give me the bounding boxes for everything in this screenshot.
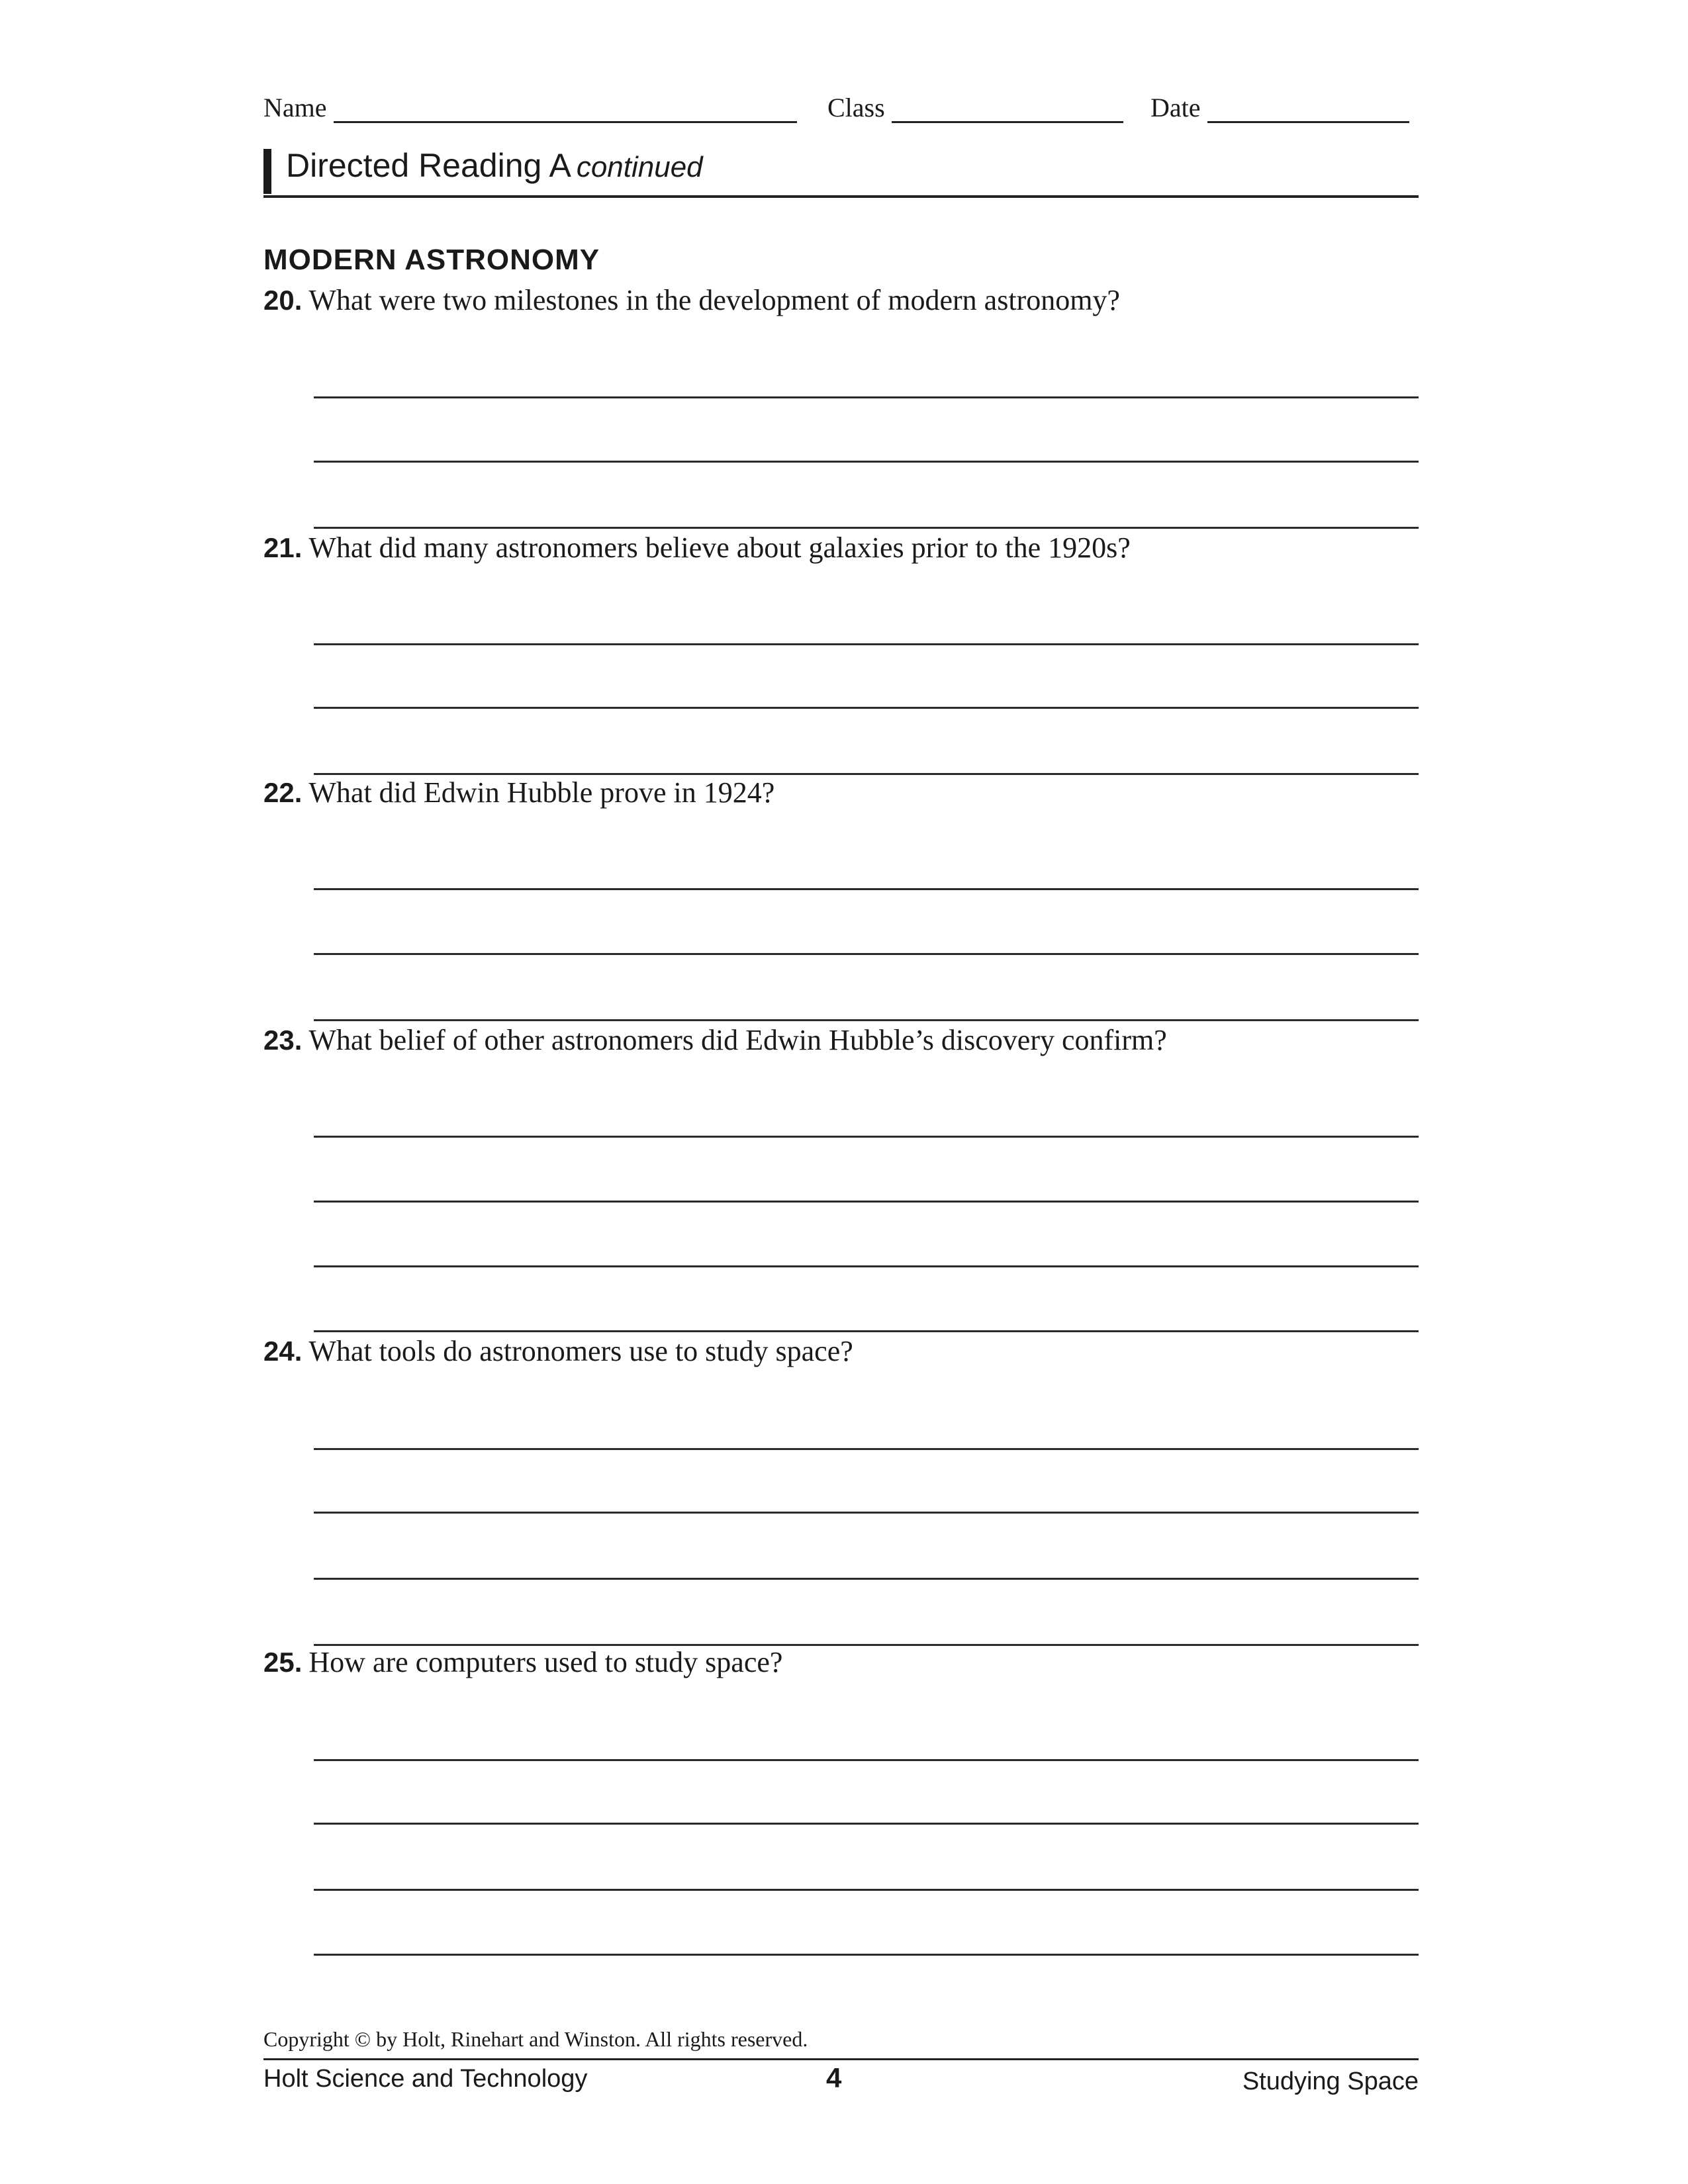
question-text: What tools do astronomers use to study space? — [308, 1335, 853, 1367]
directed-reading-banner — [263, 142, 1419, 198]
answer-line[interactable] — [314, 1136, 1419, 1138]
answer-line[interactable] — [314, 527, 1419, 529]
question-text: What belief of other astronomers did Edwin Hubble’s discovery confirm? — [308, 1024, 1167, 1056]
question-prompt — [263, 1022, 1419, 1059]
question-number: 21. — [263, 532, 303, 563]
answer-line[interactable] — [314, 1759, 1419, 1761]
answer-line[interactable] — [314, 1019, 1419, 1021]
answer-line[interactable] — [314, 461, 1419, 463]
answer-line[interactable] — [314, 707, 1419, 709]
class-label: Class — [827, 93, 885, 122]
question-prompt — [263, 529, 1419, 567]
answer-line[interactable] — [314, 953, 1419, 955]
copyright-notice: Copyright © by Holt, Rinehart and Winston. All rights reserved. — [263, 2027, 808, 2051]
question-25 — [263, 1644, 1419, 1962]
question-prompt — [263, 282, 1419, 319]
page-number: 4 — [826, 2062, 842, 2093]
question-20 — [263, 282, 1419, 533]
banner-title-text: Directed Reading A — [286, 147, 571, 184]
question-number: 25. — [263, 1647, 303, 1678]
question-number: 20. — [263, 285, 303, 316]
question-prompt — [263, 774, 1419, 811]
answer-line[interactable] — [314, 888, 1419, 890]
chapter-title: Studying Space — [1242, 2068, 1419, 2095]
question-text: How are computers used to study space? — [308, 1646, 783, 1678]
class-blank[interactable] — [892, 89, 1123, 123]
question-number: 23. — [263, 1024, 303, 1056]
header-fields — [263, 89, 1419, 136]
name-blank[interactable] — [334, 89, 797, 123]
class-field — [827, 89, 1123, 123]
answer-line[interactable] — [314, 1954, 1419, 1956]
date-label: Date — [1150, 93, 1201, 122]
question-text: What did Edwin Hubble prove in 1924? — [308, 776, 775, 809]
answer-line[interactable] — [314, 396, 1419, 398]
answer-line[interactable] — [314, 1201, 1419, 1203]
question-number: 24. — [263, 1336, 303, 1367]
answer-line[interactable] — [314, 1578, 1419, 1580]
question-24 — [263, 1333, 1419, 1651]
answer-line[interactable] — [314, 1448, 1419, 1450]
answer-line[interactable] — [314, 1823, 1419, 1825]
answer-line[interactable] — [314, 1330, 1419, 1332]
date-field — [1150, 89, 1409, 123]
question-21 — [263, 529, 1419, 781]
question-number: 22. — [263, 777, 303, 808]
section-heading: MODERN ASTRONOMY — [263, 244, 600, 276]
name-field — [263, 89, 797, 123]
answer-line[interactable] — [314, 1889, 1419, 1891]
answer-line[interactable] — [314, 643, 1419, 645]
banner-bar — [263, 149, 271, 194]
question-prompt — [263, 1333, 1419, 1370]
answer-line[interactable] — [314, 1512, 1419, 1514]
date-blank[interactable] — [1207, 89, 1409, 123]
banner-continued: continued — [576, 151, 703, 183]
question-text: What were two milestones in the development of modern astronomy? — [308, 284, 1120, 316]
question-text: What did many astronomers believe about galaxies prior to the 1920s? — [308, 531, 1131, 564]
question-23 — [263, 1022, 1419, 1340]
question-22 — [263, 774, 1419, 1026]
name-label: Name — [263, 93, 327, 122]
publisher-name: Holt Science and Technology — [263, 2065, 588, 2093]
answer-line[interactable] — [314, 1265, 1419, 1267]
question-prompt — [263, 1644, 1419, 1681]
banner-title — [286, 146, 703, 185]
footer-divider — [263, 2058, 1419, 2060]
